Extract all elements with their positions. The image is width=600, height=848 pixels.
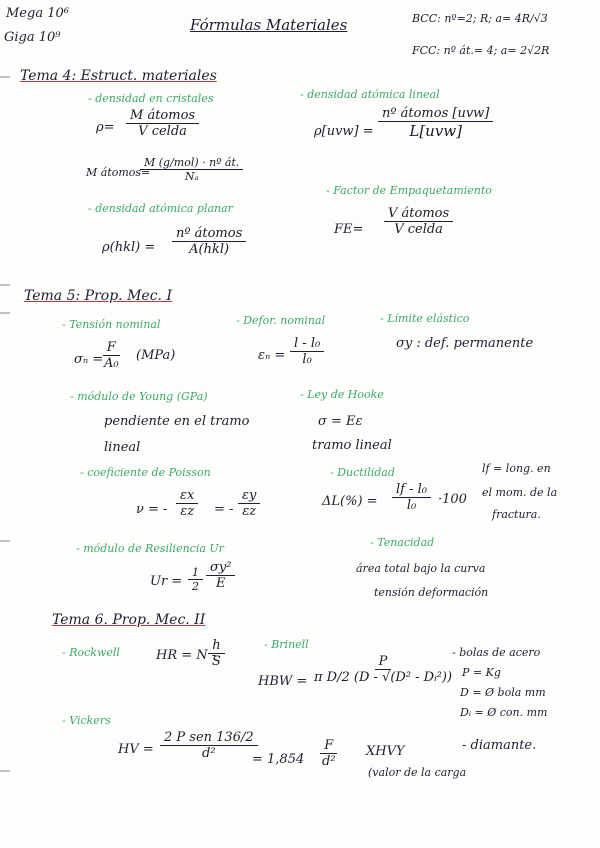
tension-denominator: A₀	[104, 356, 119, 371]
vickers-label: - Vickers	[62, 714, 111, 727]
hv-numerator: 2 P sen 136/2	[160, 730, 258, 746]
fe-label: - Factor de Empaquetamiento	[326, 184, 492, 197]
fe-lhs: FE=	[334, 222, 364, 237]
tema4-header: Tema 4: Estruct. materiales	[20, 68, 217, 84]
hv-mid: = 1,854	[252, 752, 305, 767]
ur-denominator: E	[215, 576, 226, 591]
poisson-numerator-2: εy	[238, 488, 260, 504]
ur-half-denominator: 2	[192, 580, 199, 593]
hv-fraction	[160, 730, 258, 761]
ductilidad-lhs: ΔL(%) =	[322, 494, 378, 509]
ductilidad-denominator: l₀	[406, 498, 417, 513]
dens-lineal-label: - densidad atómica lineal	[300, 88, 440, 101]
rho-lhs: ρ=	[96, 120, 115, 135]
rho-numerator: M átomos	[126, 108, 199, 124]
young-label: - módulo de Young (GPa)	[70, 390, 208, 403]
ur-fraction	[206, 560, 235, 591]
diamante-note: - diamante.	[462, 738, 537, 753]
poisson-numerator-1: εx	[176, 488, 198, 504]
hbw-denominator: π D/2 (D - √(D² - Dᵢ²))	[314, 670, 453, 685]
punch-mark	[0, 540, 10, 542]
poisson-label: - coeficiente de Poisson	[80, 466, 211, 479]
tension-lhs: σₙ =	[74, 352, 104, 367]
brinell-label: - Brinell	[264, 638, 309, 651]
hv-numerator-2: F	[320, 738, 337, 754]
tension-label: - Tensión nominal	[62, 318, 161, 331]
ductilidad-label: - Ductilidad	[330, 466, 395, 479]
rho-hkl-numerator: nº átomos	[172, 226, 246, 242]
poisson-denominator-1: εz	[180, 504, 195, 519]
hbw-numerator: P	[375, 654, 392, 670]
fe-fraction	[384, 206, 453, 237]
resiliencia-label: - módulo de Resiliencia Ur	[76, 542, 224, 555]
matomos-denominator: Nₐ	[184, 170, 199, 183]
fe-numerator: V átomos	[384, 206, 453, 222]
tension-fraction	[100, 340, 123, 371]
dens-cristales-label: - densidad en cristales	[88, 92, 214, 105]
brinell-note3: D = Ø bola mm	[460, 686, 546, 699]
rho-uvw-numerator: nº átomos [uvw]	[378, 106, 493, 122]
matomos-fraction	[140, 156, 243, 183]
rockwell-label: - Rockwell	[62, 646, 120, 659]
punch-mark	[0, 770, 10, 772]
tenacidad-label: - Tenacidad	[370, 536, 435, 549]
rockwell-fraction	[208, 638, 225, 669]
hv-lhs: HV =	[118, 742, 154, 757]
carga-note: (valor de la carga	[368, 766, 467, 779]
ur-half-numerator: 1	[188, 566, 203, 580]
poisson-fraction-1	[176, 488, 198, 519]
poisson-fraction-2	[238, 488, 260, 519]
rockwell-denominator: S	[212, 654, 221, 669]
hbw-fraction	[310, 654, 456, 685]
defor-numerator: l - l₀	[290, 336, 324, 352]
defor-fraction	[290, 336, 324, 367]
rho-hkl-fraction	[172, 226, 246, 257]
rho-hkl-lhs: ρ(hkl) =	[102, 240, 156, 255]
brinell-note1: - bolas de acero	[452, 646, 541, 659]
tension-numerator: F	[103, 340, 120, 356]
poisson-denominator-2: εz	[242, 504, 257, 519]
hv-denominator: d²	[202, 746, 216, 761]
ductilidad-note2: el mom. de la	[482, 486, 558, 499]
rho-uvw-fraction	[378, 106, 493, 140]
rho-fraction	[126, 108, 199, 139]
fe-denominator: V celda	[394, 222, 443, 237]
ductilidad-numerator: lf - l₀	[392, 482, 431, 498]
hv-fraction-2	[318, 738, 340, 769]
poisson-lhs: ν = -	[136, 502, 168, 517]
ductilidad-note3: fractura.	[492, 508, 541, 521]
hooke-label: - Ley de Hooke	[300, 388, 384, 401]
tension-unit: (MPa)	[136, 348, 176, 363]
hv-denominator-2: d²	[322, 754, 336, 769]
tema5-header: Tema 5: Prop. Mec. I	[24, 288, 172, 304]
fcc-formula: FCC: nº át.= 4; a= 2√2R	[412, 44, 550, 57]
punch-mark	[0, 76, 10, 78]
young-desc2: lineal	[104, 440, 141, 455]
brinell-note4: Dᵢ = Ø con. mm	[460, 706, 548, 719]
tenacidad-desc1: área total bajo la curva	[356, 562, 486, 575]
defor-label: - Defor. nominal	[236, 314, 326, 327]
giga-note: Giga 10⁹	[4, 30, 61, 45]
bcc-formula: BCC: nº=2; R; a= 4R/√3	[412, 12, 548, 25]
page-title: Fórmulas Materiales	[190, 16, 348, 34]
hooke-expr: σ = Eε	[318, 414, 363, 429]
hooke-desc: tramo lineal	[312, 438, 392, 453]
hbw-lhs: HBW =	[258, 674, 308, 689]
dens-planar-label: - densidad atómica planar	[88, 202, 233, 215]
limite-label: - Límite elástico	[380, 312, 470, 325]
defor-denominator: l₀	[302, 352, 312, 367]
limite-expr: σy : def. permanente	[396, 336, 534, 351]
ur-lhs: Ur =	[150, 574, 183, 589]
tenacidad-desc2: tensión deformación	[374, 586, 489, 599]
ductilidad-tail: ·100	[438, 492, 467, 507]
ductilidad-note1: lf = long. en	[482, 462, 551, 475]
ur-half-fraction	[188, 566, 203, 593]
matomos-lhs: M átomos=	[86, 166, 151, 179]
punch-mark	[0, 284, 10, 286]
rho-uvw-denominator: L[uvw]	[409, 122, 462, 140]
rho-hkl-denominator: A(hkl)	[189, 242, 230, 257]
rockwell-lhs: HR = N -	[156, 648, 217, 663]
rho-denominator: V celda	[138, 124, 187, 139]
young-desc1: pendiente en el tramo	[104, 414, 250, 429]
defor-lhs: εₙ =	[258, 348, 286, 363]
punch-mark	[0, 312, 10, 314]
ductilidad-fraction	[392, 482, 431, 513]
mega-note: Mega 10⁶	[6, 6, 69, 21]
rockwell-numerator: h	[208, 638, 224, 654]
brinell-note2: P = Kg	[462, 666, 501, 679]
xhvy: XHVY	[366, 744, 405, 759]
matomos-numerator: M (g/mol) · nº át.	[140, 156, 243, 170]
rho-uvw-lhs: ρ[uvw] =	[314, 124, 374, 139]
tema6-header: Tema 6. Prop. Mec. II	[52, 612, 206, 628]
ur-numerator: σy²	[206, 560, 235, 576]
poisson-mid: = -	[214, 502, 234, 517]
